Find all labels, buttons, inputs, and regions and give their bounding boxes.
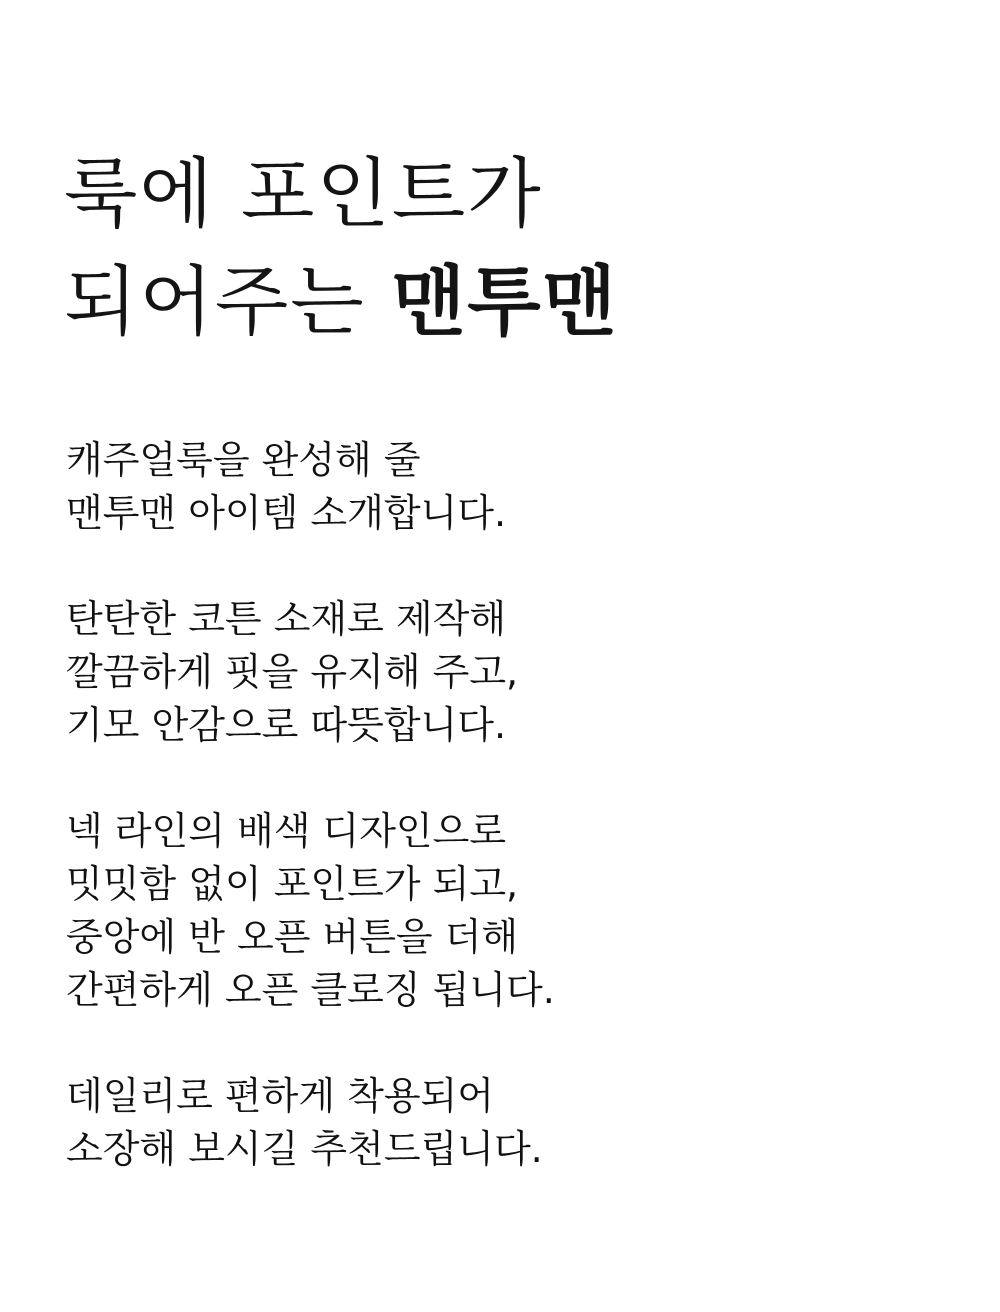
paragraph-line: 넥 라인의 배색 디자인으로 <box>66 809 507 853</box>
paragraph-recommendation <box>66 1070 946 1176</box>
paragraph-line: 데일리로 편하게 착용되어 <box>66 1074 494 1118</box>
headline-line-2 <box>64 248 618 356</box>
paragraph-material <box>66 593 946 752</box>
paragraph-line: 소장해 보시길 추천드립니다. <box>66 1127 543 1171</box>
paragraph-line: 탄탄한 코튼 소재로 제작해 <box>66 597 507 641</box>
headline-line-1: 룩에 포인트가 <box>64 149 543 238</box>
paragraph-line: 중앙에 반 오픈 버튼을 더해 <box>66 915 519 959</box>
headline-line-2-prefix: 되어주는 <box>64 257 392 346</box>
paragraph-line: 간편하게 오픈 클로징 됩니다. <box>66 968 555 1012</box>
paragraph-line: 맨투맨 아이템 소개합니다. <box>66 491 507 535</box>
paragraph-line: 캐주얼룩을 완성해 줄 <box>66 438 421 482</box>
paragraph-line: 기모 안감으로 따뜻합니다. <box>66 703 507 747</box>
paragraph-design <box>66 805 946 1017</box>
headline-emphasis: 맨투맨 <box>391 257 619 346</box>
paragraph-intro <box>66 434 946 540</box>
description-body <box>66 434 946 1229</box>
paragraph-line: 밋밋함 없이 포인트가 되고, <box>66 862 519 906</box>
headline <box>64 140 618 356</box>
paragraph-line: 깔끔하게 핏을 유지해 주고, <box>66 650 519 694</box>
